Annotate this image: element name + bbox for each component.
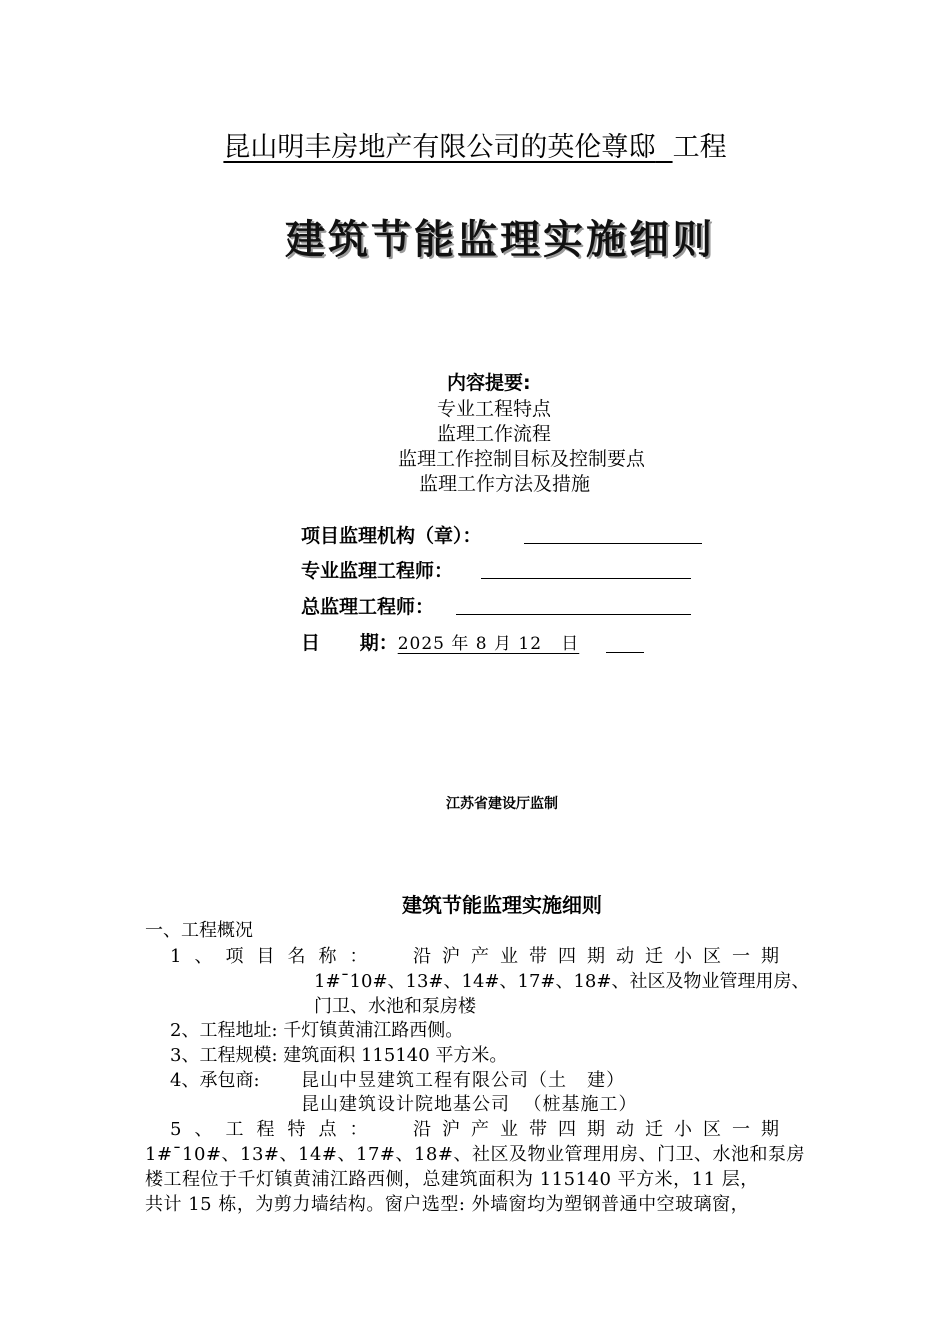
- item3: 3、工程规模: 建筑面积 115140 平方米。: [170, 1045, 508, 1066]
- item5-line3: 楼工程位于千灯镇黄浦江路西侧，总建筑面积为 115140 平方米，11 层，: [145, 1169, 759, 1190]
- item5-line2: 1#¯10#、13#、14#、17#、18#、社区及物业管理用房、门卫、水池和泵房: [145, 1144, 805, 1165]
- main-title: 建筑节能监理实施细则: [285, 217, 715, 263]
- issuer: 江苏省建设厅监制: [446, 796, 558, 812]
- summary-label: 内容提要:: [447, 372, 531, 394]
- item1-label: 1、项目名称：: [170, 946, 381, 967]
- date-underline-tail: [606, 652, 644, 653]
- item4-line1: 昆山中昱建筑工程有限公司（土 建）: [301, 1070, 626, 1091]
- item1-line1: 沿沪产业带四期动迁小区一期: [413, 946, 790, 967]
- summary-item: 监理工作方法及措施: [419, 473, 591, 495]
- date-value: 2025 年 8 月 12 日: [397, 634, 580, 654]
- item2: 2、工程地址: 千灯镇黄浦江路西侧。: [170, 1020, 464, 1041]
- project-suffix: 工程: [672, 132, 727, 163]
- item5-label: 5、工程特点：: [170, 1119, 381, 1140]
- item5-line1: 沿沪产业带四期动迁小区一期: [413, 1119, 790, 1140]
- summary-item: 监理工作流程: [437, 423, 552, 445]
- date-label: 日 期：2025 年 8 月 12 日: [301, 632, 580, 654]
- item1-line2: 1#¯10#、13#、14#、17#、18#、社区及物业管理用房、: [314, 971, 810, 992]
- item1-line3: 门卫、水池和泵房楼: [314, 996, 476, 1017]
- item5-line4: 共计 15 栋，为剪力墙结构。窗户选型: 外墙窗均为塑钢普通中空玻璃窗，: [145, 1194, 750, 1215]
- body-title: 建筑节能监理实施细则: [402, 893, 602, 917]
- item4-line2: 昆山建筑设计院地基公司 （桩基施工）: [301, 1094, 638, 1115]
- org-label: 项目监理机构（章）：: [301, 525, 482, 547]
- item4-label: 4、承包商:: [170, 1070, 260, 1091]
- project-name: 昆山明丰房地产有限公司的英伦尊邸: [223, 132, 656, 163]
- summary-item: 监理工作控制目标及控制要点: [398, 448, 646, 470]
- chief-label: 总监理工程师：: [301, 596, 435, 618]
- section-heading: 一、工程概况: [145, 920, 253, 941]
- chief-blank-line[interactable]: [456, 614, 691, 615]
- project-line: [0, 128, 950, 168]
- org-blank-line[interactable]: [524, 543, 702, 544]
- engineer-label: 专业监理工程师：: [301, 560, 454, 582]
- engineer-blank-line[interactable]: [481, 578, 691, 579]
- summary-item: 专业工程特点: [437, 398, 552, 420]
